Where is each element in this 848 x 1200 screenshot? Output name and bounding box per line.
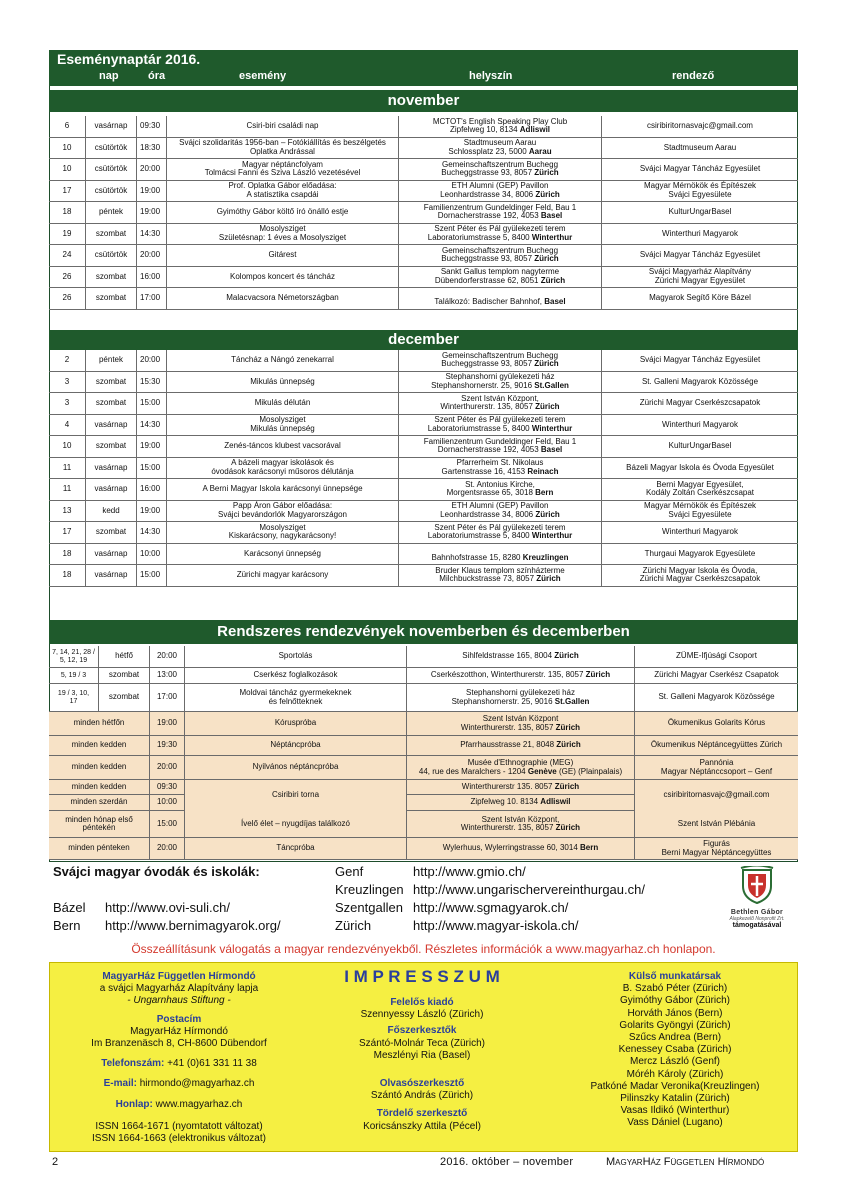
schools-title: Svájci magyar óvodák és iskolák: <box>53 864 260 879</box>
felelos-kiado-label: Felelős kiadó <box>390 997 454 1008</box>
regular-organizer: Figurás Berni Magyar Néptáncegyüttes <box>661 839 772 857</box>
event-title: Magyar néptáncfolyam Tolmácsi Fanni és Sziva László vezetésével <box>167 159 399 180</box>
event-weekday: szombat <box>86 288 137 309</box>
event-organizer: Magyar Mérnökök és Építészek Svájci Egyesülete <box>643 501 757 519</box>
november-rows <box>49 116 798 310</box>
regular-event: Nyilvános néptáncpróba <box>185 756 407 779</box>
event-time: 16:00 <box>137 479 167 500</box>
event-day: 17 <box>49 522 86 543</box>
month-band-november: november <box>49 90 798 112</box>
event-location: Stephanshorni gyülekezeti ház Stephanshornerstr. 25, 9016 St.Gallen <box>399 372 602 393</box>
event-organizer: Winterthuri Magyarok <box>661 228 739 238</box>
calendar-title: Eseménynaptár 2016. <box>57 51 201 67</box>
event-weekday: szombat <box>86 267 137 288</box>
event-time: 15:30 <box>137 372 167 393</box>
page-number: 2 <box>52 1156 59 1168</box>
foszerkeszto-2: Meszlényi Ria (Basel) <box>373 1049 471 1061</box>
event-organizer: KulturUngarBasel <box>668 207 732 217</box>
event-title: Papp Áron Gábor előadása: Svájci bevándorlók Magyarországon <box>167 501 399 522</box>
regular-row <box>49 756 798 780</box>
event-location: Bahnhofstrasse 15, 8280 Kreuzlingen <box>399 544 602 565</box>
event-weekday: vasárnap <box>86 479 137 500</box>
event-organizer: Svájci Magyarház Alapítvány Zürichi Magyar Egyesület <box>648 267 752 285</box>
event-row <box>49 565 798 587</box>
publication-line2: a svájci Magyarház Alapítvány lapja <box>99 983 259 995</box>
event-row <box>49 224 798 246</box>
event-time: 19:00 <box>137 501 167 522</box>
regular-location: Stephanshorni gyülekezeti ház Stephanshornerstr. 25, 9016 St.Gallen <box>407 684 635 711</box>
event-row <box>49 116 798 138</box>
event-time: 19:00 <box>137 181 167 202</box>
bethlen-gabor-logo <box>718 866 796 936</box>
event-title: Mikulás délután <box>167 393 399 414</box>
event-location: Szent Péter és Pál gyülekezeti terem Laboratoriumstrasse 5, 8400 Winterthur <box>399 522 602 543</box>
school-label-szentgallen: Szentgallen <box>335 900 403 915</box>
regular-time: 20:00 <box>150 838 185 859</box>
contributor-name: Szűcs Andrea (Bern) <box>628 1032 722 1044</box>
regular-organizer: Ökumenikus Néptáncegyüttes Zürich <box>650 740 783 750</box>
school-link-genf[interactable]: http://www.gmio.ch/ <box>413 864 526 879</box>
event-day: 26 <box>49 267 86 288</box>
regular-dates: 5, 19 / 3 <box>49 668 99 683</box>
event-day: 3 <box>49 372 86 393</box>
event-title: Csiri-biri családi nap <box>167 116 399 137</box>
col-esemeny: esemény <box>239 70 287 82</box>
contributor-name: Pilinszky Katalin (Zürich) <box>620 1093 730 1105</box>
regular-row <box>49 712 798 736</box>
col-rendezo: rendező <box>672 70 715 82</box>
event-location: Szent Péter és Pál gyülekezeti terem Laboratoriumstrasse 5, 8400 Winterthur <box>399 415 602 436</box>
event-time: 14:30 <box>137 522 167 543</box>
regular-location: Pfarrhausstrasse 21, 8048 Zürich <box>407 736 635 755</box>
event-day: 18 <box>49 202 86 223</box>
regular-when: minden kedden <box>49 756 150 779</box>
regular-organizer: Ökumenikus Golarits Kórus <box>667 718 766 728</box>
event-location: Szent István Központ, Winterthurerstr. 135, 8057 Zürich <box>399 393 602 414</box>
school-label-zurich: Zürich <box>335 918 372 933</box>
school-link-zurich[interactable]: http://www.magyar-iskola.ch/ <box>413 918 579 933</box>
regular-time: 09:30 <box>150 780 185 794</box>
event-location: Gemeinschaftszentrum Buchegg Bucheggstrasse 93, 8057 Zürich <box>399 245 602 266</box>
event-row <box>49 181 798 203</box>
publication-name: MagyarHáz Független Hírmondó <box>102 971 256 982</box>
event-title: Mosolysziget Kiskarácsony, nagykarácsony! <box>167 522 399 543</box>
tordelo: Koricsánszky Attila (Pécel) <box>363 1120 481 1132</box>
event-time: 15:00 <box>137 458 167 479</box>
post-line2: Im Branzenäsch 8, CH-8600 Dübendorf <box>91 1038 267 1050</box>
event-organizer: Thurgaui Magyarok Egyesülete <box>644 548 756 558</box>
event-weekday: vasárnap <box>86 116 137 137</box>
event-title: Kolompos koncert és táncház <box>167 267 399 288</box>
event-weekday: vasárnap <box>86 565 137 586</box>
event-time: 10:00 <box>137 544 167 565</box>
publication-line3: - Ungarnhaus Stiftung - <box>127 995 231 1007</box>
impresszum-right <box>570 971 780 1130</box>
telefon-value: +41 (0)61 331 11 38 <box>164 1058 257 1070</box>
regular-location: Winterthurerstr 135. 8057 Zürich <box>407 780 635 794</box>
event-day: 10 <box>49 138 86 159</box>
event-row <box>49 479 798 501</box>
event-day: 24 <box>49 245 86 266</box>
telefon-label: Telefonszám: <box>101 1058 165 1070</box>
event-location: ETH Alumni (GEP) Pavillon Leonhardstrasse 34, 8006 Zürich <box>399 181 602 202</box>
event-weekday: vasárnap <box>86 415 137 436</box>
event-day: 17 <box>49 181 86 202</box>
event-weekday: vasárnap <box>86 544 137 565</box>
regular-weekday: szombat <box>99 668 150 683</box>
contributor-name: Horváth János (Bern) <box>627 1007 723 1019</box>
regular-row <box>49 780 798 800</box>
regular-when: minden kedden <box>49 780 150 794</box>
olvasoszerkeszto-label: Olvasószerkesztő <box>379 1078 465 1090</box>
event-row <box>49 350 798 372</box>
event-organizer: Zürichi Magyar Cserkészcsapatok <box>639 398 761 408</box>
school-link-kreuzlingen[interactable]: http://www.ungarischervereinthurgau.ch/ <box>413 882 645 897</box>
event-organizer: Berni Magyar Egyesület, Kodály Zoltán Cserkészcsapat <box>645 479 755 498</box>
event-day: 6 <box>49 116 86 137</box>
event-time: 18:30 <box>137 138 167 159</box>
olvasoszerkeszto: Szántó András (Zürich) <box>370 1090 474 1102</box>
school-link-basel[interactable]: http://www.ovi-suli.ch/ <box>105 900 230 915</box>
schools-section <box>49 862 798 938</box>
event-row <box>49 415 798 437</box>
regular-event: Kóruspróba <box>185 712 407 735</box>
event-row <box>49 202 798 224</box>
event-time: 19:00 <box>137 436 167 457</box>
post-line1: MagyarHáz Hírmondó <box>130 1025 228 1037</box>
event-organizer: Svájci Magyar Táncház Egyesület <box>639 355 761 365</box>
event-time: 19:00 <box>137 202 167 223</box>
email-line <box>64 1078 294 1090</box>
event-time: 17:00 <box>137 288 167 309</box>
telefon-line <box>64 1058 294 1070</box>
event-title: Gitárest <box>167 245 399 266</box>
event-organizer: Bázeli Magyar Iskola és Óvoda Egyesület <box>626 462 774 472</box>
event-title: A Berni Magyar Iskola karácsonyi ünnepsége <box>167 479 399 500</box>
regular-time: 20:00 <box>150 646 185 667</box>
event-organizer: Winterthuri Magyarok <box>661 527 739 537</box>
footer-issue: 2016. október – november <box>440 1156 574 1168</box>
event-time: 20:00 <box>137 245 167 266</box>
regular-time: 17:00 <box>150 684 185 711</box>
tordelo-label: Tördelő szerkesztő <box>376 1108 468 1120</box>
event-day: 10 <box>49 436 86 457</box>
impresszum-mid <box>312 967 532 1133</box>
regular-time: 20:00 <box>150 756 185 779</box>
event-organizer: Svájci Magyar Táncház Egyesület <box>639 250 761 260</box>
event-time: 20:00 <box>137 159 167 180</box>
felelos-kiado: Szennyessy László (Zürich) <box>360 1009 484 1021</box>
school-link-szentgallen[interactable]: http://www.sgmagyarok.ch/ <box>413 900 569 915</box>
kulso-label: Külső munkatársak <box>628 971 722 982</box>
event-time: 09:30 <box>137 116 167 137</box>
month-band-december: december <box>49 330 798 350</box>
event-day: 19 <box>49 224 86 245</box>
regular-organizer: Pannónia Magyar Néptánccsoport – Genf <box>660 758 773 776</box>
regular-dates: 19 / 3, 10, 17 <box>49 684 99 711</box>
event-organizer: csiribiritornasvajc@gmail.com <box>647 121 753 131</box>
regular-event: Ívelő élet – nyugdíjas találkozó <box>185 811 407 837</box>
contributor-name: Golarits Gyöngyi (Zürich) <box>619 1019 731 1031</box>
regular-location: Sihlfeldstrasse 165, 8004 Zürich <box>407 646 635 667</box>
regular-weekday: hétfő <box>99 646 150 667</box>
regular-organizer: ZÜME-Ifjúsági Csoport <box>676 651 757 661</box>
contributor-name: Vass Dániel (Lugano) <box>627 1117 723 1129</box>
regular-when: minden hétfőn <box>49 712 150 735</box>
tagline: Összeállításunk válogatás a magyar rendezvényekből. Részletes információk a www.magyarhaz.ch honlapon. <box>131 942 716 956</box>
event-title: Zenés-táncos klubest vacsorával <box>167 436 399 457</box>
event-location: Familienzentrum Gundeldinger Feld, Bau 1 Dornacherstrasse 192, 4053 Basel <box>399 202 602 223</box>
event-row <box>49 138 798 160</box>
col-nap: nap <box>99 70 119 82</box>
event-title: Karácsonyi ünnepség <box>167 544 399 565</box>
event-day: 3 <box>49 393 86 414</box>
event-location: Találkozó: Badischer Bahnhof, Basel <box>399 288 602 309</box>
web-value[interactable]: www.magyarhaz.ch <box>152 1098 243 1110</box>
event-location: St. Antonius Kirche, Morgentsrasse 65, 3018 Bern <box>399 479 602 500</box>
logo-name: Bethlen Gábor <box>730 909 784 916</box>
contributor-name: Mercz László (Genf) <box>629 1056 721 1068</box>
web-label: Honlap: <box>115 1098 153 1110</box>
email-value[interactable]: hirmondo@magyarhaz.ch <box>136 1078 255 1090</box>
event-weekday: péntek <box>86 350 137 371</box>
event-time: 15:00 <box>137 565 167 586</box>
foszerkeszto-1: Szántó-Molnár Teca (Zürich) <box>359 1037 485 1049</box>
event-location: Bruder Klaus templom színházterme Milchbuckstrasse 73, 8057 Zürich <box>399 565 602 586</box>
event-row <box>49 372 798 394</box>
event-location: Stadtmuseum Aarau Schlossplatz 23, 5000 Aarau <box>399 138 602 159</box>
issn-online: ISSN 1664-1663 (elektronikus változat) <box>92 1133 266 1145</box>
regular-row <box>49 646 798 668</box>
event-row <box>49 501 798 523</box>
event-title: Zürichi magyar karácsony <box>167 565 399 586</box>
event-weekday: csütörtök <box>86 159 137 180</box>
postacim-label: Postacím <box>156 1013 202 1025</box>
event-day: 13 <box>49 501 86 522</box>
contributor-name: Patkóné Madar Veronika(Kreuzlingen) <box>590 1080 760 1092</box>
school-label-kreuzlingen: Kreuzlingen <box>335 882 404 897</box>
school-label-basel: Bázel <box>53 900 86 915</box>
event-row <box>49 245 798 267</box>
event-title: Svájci szolidaritás 1956-ban – Fotókiállítás és beszélgetés Oplatka Andrással <box>167 138 399 159</box>
event-title: Prof. Oplatka Gábor előadása: A statisztika csapdái <box>167 181 399 202</box>
event-organizer: Magyarok Segítő Köre Bázel <box>649 293 751 303</box>
event-day: 11 <box>49 458 86 479</box>
event-row <box>49 436 798 458</box>
event-day: 26 <box>49 288 86 309</box>
event-day: 18 <box>49 544 86 565</box>
col-ora: óra <box>148 70 166 82</box>
regular-time: 19:30 <box>150 736 185 755</box>
event-row <box>49 458 798 480</box>
event-weekday: szombat <box>86 224 137 245</box>
regular-when: minden pénteken <box>49 838 150 859</box>
regular-location: Musée d'Ethnographie (MEG) 44, rue des Maralchers - 1204 Genève (GE) (Plainpalais) <box>407 756 635 779</box>
event-title: A bázeli magyar iskolások és óvodások karácsonyi műsoros délutánja <box>167 458 399 479</box>
event-weekday: szombat <box>86 436 137 457</box>
event-row <box>49 267 798 289</box>
regular-event: Csiribiri torna <box>185 780 407 811</box>
regular-location: Wylerhuus, Wylerringstrasse 60, 3014 Bern <box>407 838 635 859</box>
december-rows <box>49 350 798 587</box>
web-line <box>64 1099 294 1111</box>
event-organizer: Svájci Magyar Táncház Egyesület <box>639 164 761 174</box>
event-weekday: vasárnap <box>86 458 137 479</box>
event-location: Sankt Gallus templom nagyterme Dübendorferstrasse 62, 8051 Zürich <box>399 267 602 288</box>
event-time: 14:30 <box>137 415 167 436</box>
regular-location: Zipfelweg 10. 8134 Adliswil <box>407 795 635 810</box>
regular-time: 10:00 <box>150 795 185 810</box>
event-organizer: Magyar Mérnökök és Építészek Svájci Egyesülete <box>643 181 757 199</box>
footer-publication: MagyarHáz Független Hírmondó <box>606 1156 765 1168</box>
event-title: Táncház a Nángó zenekarral <box>167 350 399 371</box>
event-time: 16:00 <box>137 267 167 288</box>
regular-event: Néptáncpróba <box>185 736 407 755</box>
impresszum-box <box>49 962 798 1152</box>
event-row <box>49 288 798 310</box>
event-weekday: szombat <box>86 522 137 543</box>
impresszum-title: I M P R E S S Z U M <box>344 967 500 986</box>
event-organizer: Zürichi Magyar Iskola és Óvoda, Zürichi Magyar Cserkészcsapatok <box>639 565 761 584</box>
event-title: Mikulás ünnepség <box>167 372 399 393</box>
contributor-name: Móréh Károly (Zürich) <box>626 1068 724 1080</box>
event-time: 15:00 <box>137 393 167 414</box>
regular-row <box>49 838 798 860</box>
event-location: Szent Péter és Pál gyülekezeti terem Laboratoriumstrasse 5, 8400 Winterthur <box>399 224 602 245</box>
event-day: 10 <box>49 159 86 180</box>
event-title: Mosolysziget Mikulás ünnepség <box>167 415 399 436</box>
event-time: 14:30 <box>137 224 167 245</box>
regular-organizer: St. Galleni Magyarok Közössége <box>658 692 775 702</box>
event-organizer: Stadtmuseum Aarau <box>663 142 737 152</box>
regular-weekday: szombat <box>99 684 150 711</box>
event-day: 11 <box>49 479 86 500</box>
event-weekday: kedd <box>86 501 137 522</box>
regular-event: Sportolás <box>185 646 407 667</box>
calendar-header <box>49 50 798 86</box>
regular-time: 15:00 <box>150 811 185 837</box>
event-weekday: szombat <box>86 372 137 393</box>
regular-row <box>49 684 798 712</box>
event-row <box>49 522 798 544</box>
event-row <box>49 159 798 181</box>
event-time: 20:00 <box>137 350 167 371</box>
school-label-bern: Bern <box>53 918 81 933</box>
event-row <box>49 544 798 566</box>
event-location: ETH Alumni (GEP) Pavillon Leonhardstrasse 34, 8006 Zürich <box>399 501 602 522</box>
contributor-name: Vasas Ildikó (Winterthur) <box>620 1105 730 1117</box>
event-location: Pfarrerheim St. Nikolaus Gartenstrasse 16, 4153 Reinach <box>399 458 602 479</box>
event-weekday: csütörtök <box>86 138 137 159</box>
regular-when: minden hónap első péntekén <box>49 811 150 837</box>
regular-event: Moldvai táncház gyermekeknek és felnőtteknek <box>185 684 407 711</box>
event-organizer: St. Galleni Magyarok Közössége <box>641 376 759 386</box>
regular-when: minden kedden <box>49 736 150 755</box>
event-organizer: Winterthuri Magyarok <box>661 419 739 429</box>
event-day: 2 <box>49 350 86 371</box>
regular-event: Cserkész foglalkozások <box>185 668 407 683</box>
event-title: Gyimóthy Gábor költő író önálló estje <box>167 202 399 223</box>
event-title: Malacvacsora Németországban <box>167 288 399 309</box>
email-label: E-mail: <box>103 1078 137 1090</box>
regular-location: Szent István Központ, Winterthurerstr. 135, 8057 Zürich <box>407 811 635 837</box>
event-row <box>49 393 798 415</box>
regular-row <box>49 668 798 684</box>
contributor-name: Kenessey Csaba (Zürich) <box>618 1044 732 1056</box>
event-weekday: csütörtök <box>86 245 137 266</box>
event-weekday: szombat <box>86 393 137 414</box>
foszerkesztok-label: Főszerkesztők <box>387 1025 457 1037</box>
regular-event: Táncpróba <box>185 838 407 859</box>
regular-organizer: Zürichi Magyar Cserkész Csapatok <box>654 670 779 680</box>
shield-icon <box>740 866 774 904</box>
regular-time: 13:00 <box>150 668 185 683</box>
event-location: MCTOT's English Speaking Play Club Zipfelweg 10, 8134 Adliswil <box>399 116 602 137</box>
regular-location: Szent István Központ Winterthurerstr. 135, 8057 Zürich <box>407 712 635 735</box>
school-label-genf: Genf <box>335 864 364 879</box>
event-day: 18 <box>49 565 86 586</box>
col-helyszin: helyszín <box>469 70 513 82</box>
logo-support: támogatásával <box>732 922 782 929</box>
regular-dates: 7, 14, 21, 28 / 5, 12, 19 <box>49 646 99 667</box>
issn-print: ISSN 1664-1671 (nyomtatott változat) <box>95 1120 263 1132</box>
regular-when: minden szerdán <box>49 795 150 810</box>
regular-row <box>49 811 798 838</box>
regular-organizer: csiribiritornasvajc@gmail.com <box>635 780 798 811</box>
regular-location: Cserkészotthon, Winterthurerstr. 135, 8057 Zürich <box>407 668 635 683</box>
event-weekday: csütörtök <box>86 181 137 202</box>
regular-band: Rendszeres rendezvények novemberben és decemberben <box>49 620 798 644</box>
regular-time: 19:00 <box>150 712 185 735</box>
event-weekday: péntek <box>86 202 137 223</box>
impresszum-left <box>64 971 294 1145</box>
regular-row <box>49 736 798 756</box>
logo-sub: Alapkezelő Nonprofit Zrt. <box>729 916 785 922</box>
contributor-name: B. Szabó Péter (Zürich) <box>622 983 728 995</box>
school-link-bern[interactable]: http://www.bernimagyarok.org/ <box>105 918 281 933</box>
regular-organizer: Szent István Plébánia <box>677 818 756 828</box>
event-location: Familienzentrum Gundeldinger Feld, Bau 1 Dornacherstrasse 192, 4053 Basel <box>399 436 602 457</box>
event-location: Gemeinschaftszentrum Buchegg Bucheggstrasse 93, 8057 Zürich <box>399 159 602 180</box>
event-day: 4 <box>49 415 86 436</box>
event-location: Gemeinschaftszentrum Buchegg Bucheggstrasse 93, 8057 Zürich <box>399 350 602 371</box>
contributor-name: Gyimóthy Gábor (Zürich) <box>619 995 731 1007</box>
event-title: Mosolysziget Születésnap: 1 éves a Mosolysziget <box>167 224 399 245</box>
event-organizer: KulturUngarBasel <box>668 441 732 451</box>
